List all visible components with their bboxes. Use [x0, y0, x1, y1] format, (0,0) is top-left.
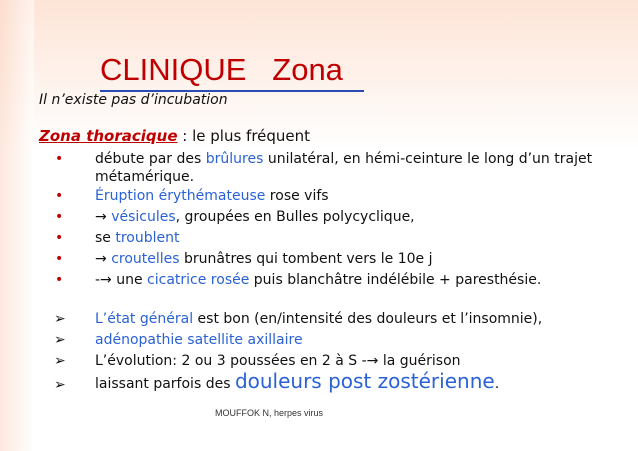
bullet-item-4 [95, 229, 615, 247]
bullet-text: → [95, 251, 112, 267]
bullet-text: → [95, 209, 112, 225]
section-heading [39, 126, 310, 146]
arrow-item-4 [95, 369, 615, 393]
bullet-marker: • [55, 272, 64, 288]
arrow-marker: ➢ [54, 332, 66, 348]
bullet-emphasis: troublent [115, 230, 180, 246]
left-edge-decoration [0, 0, 34, 451]
bullet-text: , groupées en Bulles polycyclique, [175, 209, 415, 225]
arrow-marker: ➢ [54, 353, 66, 369]
arrow-marker: ➢ [54, 311, 66, 327]
bullet-item-1 [95, 150, 615, 186]
bullet-marker: • [55, 209, 64, 225]
section-separator: : [177, 127, 193, 145]
footer-credit: MOUFFOK N, herpes virus [214, 408, 324, 418]
title-main: CLINIQUE [100, 52, 247, 87]
bullet-emphasis: cicatrice rosée [147, 272, 250, 288]
bullet-item-6 [95, 271, 615, 289]
arrow-text: est bon (en/intensité des douleurs et l’insomnie), [193, 311, 543, 327]
subtitle: Il n’existe pas d’incubation [39, 92, 228, 108]
bullet-marker: • [55, 251, 64, 267]
bullet-item-5 [95, 250, 615, 268]
bullet-item-2 [95, 187, 615, 205]
arrow-text: L’évolution: 2 ou 3 poussées en 2 à S -→ la guérison [95, 353, 461, 369]
arrow-item-2 [95, 331, 615, 349]
bullet-text: unilatéral, en hémi-ceinture le long d’un trajet métamérique. [95, 151, 593, 185]
title-sub: Zona [272, 52, 343, 87]
arrow-emphasis: adénopathie satellite axillaire [95, 332, 303, 348]
section-label: Zona thoracique [39, 127, 178, 145]
bullet-marker: • [55, 151, 64, 167]
bullet-text: puis blanchâtre indélébile + paresthésie. [249, 272, 542, 288]
arrow-marker: ➢ [54, 377, 66, 393]
bullet-text: débute par des [95, 151, 206, 167]
bullet-marker: • [55, 230, 64, 246]
bullet-text: rose vifs [265, 188, 329, 204]
section-rest: le plus fréquent [192, 127, 311, 145]
arrow-text: laissant parfois des [95, 376, 235, 392]
bullet-emphasis: croutelles [111, 251, 180, 267]
bullet-marker: • [55, 188, 64, 204]
bullet-item-3 [95, 208, 615, 226]
arrow-item-3 [95, 352, 615, 370]
arrow-emphasis: L’état général [95, 311, 194, 327]
bullet-emphasis: brûlures [205, 151, 264, 167]
bullet-text: se [95, 230, 116, 246]
bullet-emphasis: vésicules [111, 209, 176, 225]
bullet-emphasis: Éruption érythémateuse [95, 188, 266, 204]
arrow-item-1 [95, 310, 615, 328]
bullet-text: -→ une [95, 272, 148, 288]
bullet-text: brunâtres qui tombent vers le 10e j [179, 251, 433, 267]
arrow-text: . [494, 376, 500, 392]
slide-title [100, 50, 400, 92]
arrow-emphasis-large: douleurs post zostérienne [234, 369, 495, 393]
